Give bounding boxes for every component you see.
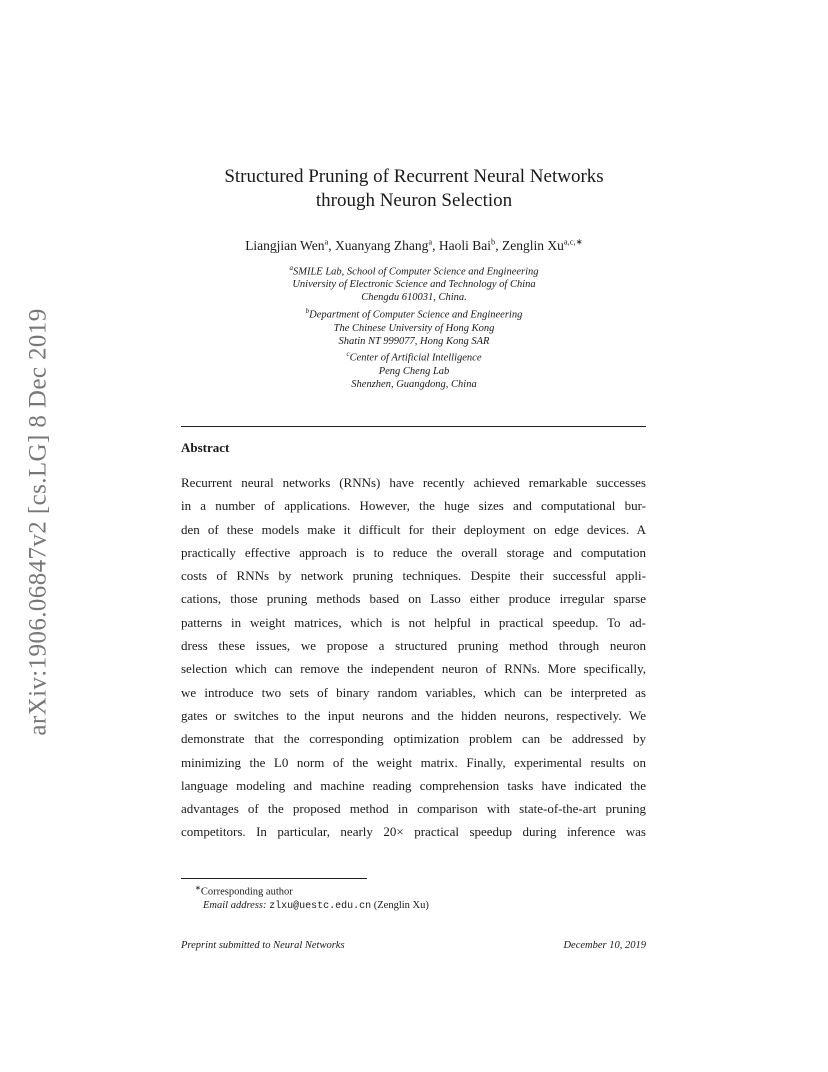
footnote-rule	[181, 878, 367, 879]
affiliation-b-line: The Chinese University of Hong Kong	[333, 322, 495, 334]
footnote-email: Email address: zlxu@uestc.edu.cn (Zenglin Xu)	[203, 900, 429, 912]
abstract-line: minimizing the L0 norm of the weight matrix. Finally, experimental results on	[181, 754, 646, 770]
footnote-corresponding: ∗Corresponding author	[195, 884, 293, 898]
abstract-rule	[181, 426, 646, 427]
abstract-line: we introduce two sets of binary random variables, which can be interpreted as	[181, 684, 646, 700]
abstract-line: language modeling and machine reading comprehension tasks have indicated the	[181, 777, 646, 793]
affiliation-b-line: $^b$Department of Computer Science and Engineering	[305, 307, 523, 321]
affiliation-c-line: Peng Cheng Lab	[378, 365, 450, 377]
abstract-line: den of these models make it difficult for their deployment on edge devices. A	[181, 521, 646, 537]
abstract-line: in a number of applications. However, the huge sizes and computational bur-	[181, 498, 646, 514]
abstract-line: dress these issues, we propose a structured pruning method through neuron	[181, 638, 646, 654]
author: Liangjian Wen$^a$,	[245, 236, 335, 253]
author: Xuanyang Zhang$^a$,	[335, 236, 439, 253]
title-line-1: Structured Pruning of Recurrent Neural Networks	[224, 166, 604, 187]
affiliation-b-line: Shatin NT 999077, Hong Kong SAR	[338, 335, 490, 347]
arxiv-stamp	[14, 292, 64, 752]
email-address: zlxu@uestc.edu.cn	[269, 901, 372, 912]
footer-date: December 10, 2019	[563, 940, 646, 951]
affiliations	[150, 262, 678, 392]
author-list	[150, 232, 678, 255]
affiliation-a-line: University of Electronic Science and Technology of China	[292, 279, 536, 291]
abstract-line: cations, those pruning methods based on Lasso either produce irregular sparse	[181, 591, 646, 607]
affiliation-a-line: $^a$SMILE Lab, School of Computer Science and Engineering	[289, 264, 539, 278]
abstract-line: costs of RNNs by network pruning techniques. Despite their successful appli-	[181, 568, 646, 584]
paper-title	[150, 165, 678, 213]
author: Zenglin $Xu^{a,c,∗}$	[502, 236, 583, 253]
abstract-line: practically effective approach is to reduce the overall storage and computation	[181, 544, 646, 560]
abstract-line: patterns in weight matrices, which is not helpful in practical speedup. To ad-	[181, 614, 646, 630]
abstract-line: advantages of the proposed method in comparison with state-of-the-art pruning	[181, 801, 646, 817]
affiliation-c-line: $^c$Center of Artificial Intelligence	[346, 350, 482, 364]
abstract-body	[181, 471, 646, 844]
abstract-line: Recurrent neural networks (RNNs) have recently achieved remarkable successes	[181, 475, 646, 490]
page-footer	[181, 940, 646, 951]
title-line-2: through Neuron Selection	[315, 190, 513, 211]
abstract-line: gates or switches to the input neurons and the hidden neurons, respectively. We	[181, 707, 646, 723]
abstract-line: selection which can remove the independent neuron of RNNs. More specifically,	[181, 661, 646, 677]
preprint-note: Preprint submitted to Neural Networks	[181, 940, 345, 951]
author: Haoli Bai$^b$,	[438, 236, 503, 253]
footnote	[181, 882, 646, 914]
abstract-heading: Abstract	[181, 440, 230, 455]
affiliation-c-line: Shenzhen, Guangdong, China	[351, 378, 477, 390]
arxiv-id: arXiv:1906.06847v2 [cs.LG] 8 Dec 2019	[25, 308, 52, 736]
affiliation-a-line: Chengdu 610031, China.	[361, 292, 467, 304]
abstract-line: competitors. In particular, nearly 20× practical speedup during inference was	[181, 824, 646, 840]
abstract-line: demonstrate that the corresponding optimization problem can be addressed by	[181, 731, 646, 747]
